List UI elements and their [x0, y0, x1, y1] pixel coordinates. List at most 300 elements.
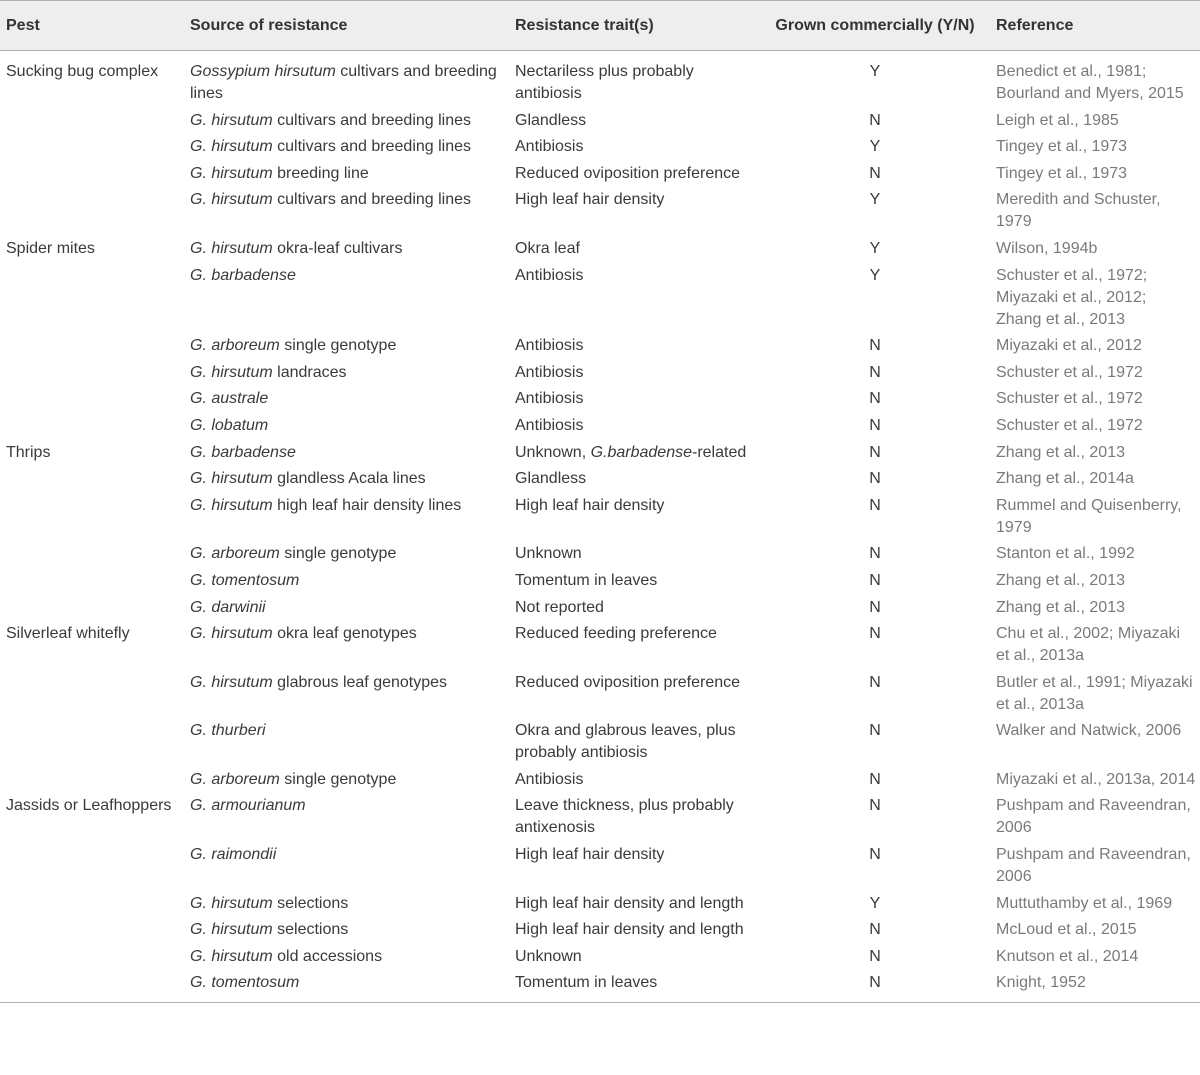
pest-cell: [0, 439, 184, 466]
reference-cell: [990, 359, 1200, 386]
trait-cell: [509, 492, 758, 541]
reference-text: Zhang et al., 2013: [996, 598, 1125, 616]
trait-text: Unknown: [515, 545, 582, 563]
grown-value: N: [869, 921, 881, 939]
species-name: G. armourianum: [190, 797, 306, 815]
reference-text: Zhang et al., 2013: [996, 571, 1125, 589]
grown-cell: [758, 890, 990, 917]
table-row: [0, 262, 1200, 333]
table-row: [0, 541, 1200, 568]
pest-cell: [0, 541, 184, 568]
trait-text: High leaf hair density: [515, 846, 665, 864]
reference-cell: [990, 842, 1200, 891]
trait-text: Tomentum in leaves: [515, 974, 658, 992]
reference-cell: [990, 767, 1200, 794]
species-name: G. arboreum: [190, 337, 280, 355]
grown-cell: [758, 333, 990, 360]
reference-cell: [990, 492, 1200, 541]
trait-cell: [509, 568, 758, 595]
grown-value: N: [869, 846, 881, 864]
grown-cell: [758, 134, 990, 161]
source-cell: [184, 134, 509, 161]
reference-text: Schuster et al., 1972: [996, 363, 1143, 381]
trait-text: High leaf hair density: [515, 496, 665, 514]
reference-text: Schuster et al., 1972: [996, 416, 1143, 434]
trait-text: High leaf hair density and length: [515, 894, 744, 912]
grown-value: N: [869, 337, 881, 355]
grown-value: N: [869, 571, 881, 589]
table-row: [0, 359, 1200, 386]
reference-cell: [990, 793, 1200, 842]
header-row: [0, 1, 1200, 51]
source-detail: cultivars and breeding lines: [190, 63, 497, 102]
table-row: [0, 386, 1200, 413]
species-name: G. tomentosum: [190, 974, 300, 992]
source-detail: glandless Acala lines: [272, 470, 426, 488]
trait-text: Okra and glabrous leaves, plus probably antibiosis: [515, 722, 736, 762]
grown-value: Y: [869, 894, 881, 912]
grown-cell: [758, 970, 990, 1003]
reference-cell: [990, 970, 1200, 1003]
grown-cell: [758, 466, 990, 493]
trait-cell: [509, 333, 758, 360]
trait-cell: [509, 890, 758, 917]
reference-text: Walker and Natwick, 2006: [996, 722, 1182, 740]
trait-cell: [509, 134, 758, 161]
species-name: G. hirsutum: [190, 947, 273, 965]
reference-text: Pushpam and Raveendran, 2006: [996, 797, 1191, 837]
grown-value: N: [869, 797, 881, 815]
grown-cell: [758, 793, 990, 842]
grown-value: N: [869, 598, 881, 616]
reference-text: Schuster et al., 1972: [996, 390, 1143, 408]
source-cell: [184, 541, 509, 568]
pest-name: Spider mites: [6, 239, 95, 257]
grown-value: N: [869, 974, 881, 992]
grown-cell: [758, 187, 990, 236]
grown-cell: [758, 917, 990, 944]
trait-text: Antibiosis: [515, 363, 584, 381]
pest-name: Sucking bug complex: [6, 63, 159, 80]
table-row: [0, 160, 1200, 187]
grown-value: Y: [869, 191, 881, 209]
reference-text: Chu et al., 2002; Miyazaki et al., 2013a: [996, 625, 1181, 665]
grown-cell: [758, 594, 990, 621]
species-name: G. hirsutum: [190, 894, 273, 912]
grown-value: N: [869, 363, 881, 381]
trait-cell: [509, 262, 758, 333]
source-detail: single genotype: [279, 337, 397, 355]
reference-cell: [990, 160, 1200, 187]
source-detail: single genotype: [279, 770, 397, 788]
header-grown: Grown commercially (Y/N): [758, 1, 990, 51]
reference-text: Miyazaki et al., 2012: [996, 337, 1142, 355]
trait-text: -related: [692, 443, 747, 461]
table-row: [0, 718, 1200, 767]
grown-value: N: [869, 111, 881, 129]
pest-cell: [0, 568, 184, 595]
pest-cell: [0, 107, 184, 134]
species-name: G. lobatum: [190, 416, 269, 434]
trait-text: Okra leaf: [515, 239, 580, 257]
species-name: G. hirsutum: [190, 673, 273, 691]
source-cell: [184, 767, 509, 794]
pest-cell: [0, 970, 184, 1003]
trait-cell: [509, 439, 758, 466]
trait-text: Antibiosis: [515, 770, 584, 788]
source-detail: cultivars and breeding lines: [272, 111, 472, 129]
reference-cell: [990, 568, 1200, 595]
reference-text: Muttuthamby et al., 1969: [996, 894, 1173, 912]
trait-text: Reduced oviposition preference: [515, 673, 741, 691]
source-detail: cultivars and breeding lines: [272, 191, 472, 209]
pest-cell: [0, 669, 184, 718]
species-name: G. tomentosum: [190, 571, 300, 589]
source-cell: [184, 262, 509, 333]
source-cell: [184, 970, 509, 1003]
table-row: [0, 621, 1200, 670]
trait-cell: [509, 842, 758, 891]
table-row: [0, 917, 1200, 944]
grown-cell: [758, 107, 990, 134]
trait-text: Antibiosis: [515, 390, 584, 408]
reference-text: Leigh et al., 1985: [996, 111, 1119, 129]
trait-prefix: Unknown,: [515, 443, 591, 461]
reference-text: Zhang et al., 2014a: [996, 470, 1134, 488]
grown-value: N: [869, 625, 881, 643]
grown-cell: [758, 236, 990, 263]
source-cell: [184, 594, 509, 621]
reference-cell: [990, 439, 1200, 466]
source-cell: [184, 236, 509, 263]
grown-cell: [758, 541, 990, 568]
trait-cell: [509, 107, 758, 134]
pest-cell: [0, 386, 184, 413]
grown-value: Y: [869, 138, 881, 156]
table-row: [0, 187, 1200, 236]
grown-cell: [758, 160, 990, 187]
grown-value: N: [869, 947, 881, 965]
table-row: [0, 333, 1200, 360]
table-row: [0, 466, 1200, 493]
pest-cell: [0, 187, 184, 236]
table-row: [0, 793, 1200, 842]
species-name: Gossypium hirsutum: [190, 63, 336, 80]
reference-text: Knight, 1952: [996, 974, 1086, 992]
source-detail: landraces: [272, 363, 347, 381]
pest-name: Thrips: [6, 443, 51, 461]
pest-cell: [0, 594, 184, 621]
pest-cell: [0, 890, 184, 917]
trait-cell: [509, 917, 758, 944]
pest-cell: [0, 718, 184, 767]
trait-cell: [509, 51, 758, 108]
grown-value: N: [869, 470, 881, 488]
grown-value: N: [869, 673, 881, 691]
source-cell: [184, 333, 509, 360]
reference-text: Butler et al., 1991; Miyazaki et al., 2013a: [996, 673, 1193, 713]
trait-cell: [509, 187, 758, 236]
header-trait: Resistance trait(s): [509, 1, 758, 51]
species-name: G. hirsutum: [190, 363, 273, 381]
source-cell: [184, 160, 509, 187]
source-cell: [184, 718, 509, 767]
pest-cell: [0, 492, 184, 541]
table-row: [0, 492, 1200, 541]
table-row: [0, 413, 1200, 440]
grown-cell: [758, 262, 990, 333]
reference-text: Knutson et al., 2014: [996, 947, 1139, 965]
source-cell: [184, 439, 509, 466]
reference-text: Zhang et al., 2013: [996, 443, 1125, 461]
grown-cell: [758, 669, 990, 718]
source-cell: [184, 944, 509, 971]
grown-cell: [758, 767, 990, 794]
reference-cell: [990, 890, 1200, 917]
trait-cell: [509, 160, 758, 187]
pest-cell: [0, 793, 184, 842]
trait-text: Antibiosis: [515, 266, 584, 284]
trait-cell: [509, 594, 758, 621]
source-detail: selections: [272, 894, 349, 912]
pest-cell: [0, 160, 184, 187]
reference-text: Wilson, 1994b: [996, 239, 1098, 257]
trait-cell: [509, 944, 758, 971]
reference-cell: [990, 134, 1200, 161]
species-name: G. hirsutum: [190, 138, 273, 156]
grown-cell: [758, 413, 990, 440]
trait-cell: [509, 386, 758, 413]
pest-cell: [0, 767, 184, 794]
reference-text: Tingey et al., 1973: [996, 138, 1128, 156]
grown-value: Y: [869, 239, 881, 257]
grown-cell: [758, 842, 990, 891]
trait-text: High leaf hair density: [515, 191, 665, 209]
reference-cell: [990, 718, 1200, 767]
table-row: [0, 568, 1200, 595]
trait-cell: [509, 767, 758, 794]
reference-text: Tingey et al., 1973: [996, 164, 1128, 182]
grown-cell: [758, 439, 990, 466]
species-name: G. barbadense: [190, 443, 296, 461]
trait-text: Reduced oviposition preference: [515, 164, 741, 182]
reference-cell: [990, 262, 1200, 333]
source-detail: selections: [272, 921, 349, 939]
grown-cell: [758, 621, 990, 670]
pest-cell: [0, 944, 184, 971]
trait-cell: [509, 466, 758, 493]
table-row: [0, 767, 1200, 794]
table-row: [0, 134, 1200, 161]
grown-value: N: [869, 416, 881, 434]
trait-text: Leave thickness, plus probably antixenosis: [515, 797, 734, 837]
source-cell: [184, 107, 509, 134]
pest-cell: [0, 134, 184, 161]
grown-cell: [758, 492, 990, 541]
table-row: [0, 594, 1200, 621]
species-name: G. hirsutum: [190, 191, 273, 209]
reference-text: Meredith and Schuster, 1979: [996, 191, 1161, 231]
grown-value: N: [869, 164, 881, 182]
trait-cell: [509, 236, 758, 263]
grown-value: N: [869, 545, 881, 563]
reference-cell: [990, 413, 1200, 440]
table-row: [0, 236, 1200, 263]
trait-species: G.barbadense: [590, 443, 692, 461]
species-name: G. hirsutum: [190, 470, 273, 488]
grown-value: Y: [869, 63, 881, 80]
source-cell: [184, 386, 509, 413]
header-pest: Pest: [0, 1, 184, 51]
pest-cell: [0, 236, 184, 263]
trait-cell: [509, 669, 758, 718]
trait-text: Unknown: [515, 947, 582, 965]
pest-cell: [0, 333, 184, 360]
source-detail: single genotype: [279, 545, 397, 563]
pest-cell: [0, 466, 184, 493]
reference-text: Benedict et al., 1981; Bourland and Myers, 2015: [996, 63, 1184, 102]
trait-cell: [509, 359, 758, 386]
source-cell: [184, 466, 509, 493]
table-row: [0, 669, 1200, 718]
trait-text: High leaf hair density and length: [515, 921, 744, 939]
species-name: G. thurberi: [190, 722, 266, 740]
species-name: G. arboreum: [190, 770, 280, 788]
reference-cell: [990, 541, 1200, 568]
pest-cell: [0, 842, 184, 891]
source-cell: [184, 51, 509, 108]
reference-text: McLoud et al., 2015: [996, 921, 1137, 939]
reference-cell: [990, 594, 1200, 621]
trait-cell: [509, 718, 758, 767]
grown-value: Y: [869, 266, 881, 284]
grown-cell: [758, 359, 990, 386]
source-cell: [184, 793, 509, 842]
trait-text: Glandless: [515, 470, 587, 488]
reference-text: Miyazaki et al., 2013a, 2014: [996, 770, 1196, 788]
pest-cell: [0, 51, 184, 108]
reference-text: Stanton et al., 1992: [996, 545, 1135, 563]
source-cell: [184, 359, 509, 386]
reference-text: Schuster et al., 1972; Miyazaki et al., 2012; Zhang et al., 2013: [996, 266, 1148, 328]
species-name: G. barbadense: [190, 266, 296, 284]
species-name: G. raimondii: [190, 846, 277, 864]
species-name: G. hirsutum: [190, 496, 273, 514]
table-row: [0, 51, 1200, 108]
grown-cell: [758, 568, 990, 595]
source-cell: [184, 568, 509, 595]
source-detail: okra leaf genotypes: [272, 625, 417, 643]
trait-text: Glandless: [515, 111, 587, 129]
grown-value: N: [869, 443, 881, 461]
source-detail: cultivars and breeding lines: [272, 138, 472, 156]
header-reference: Reference: [990, 1, 1200, 51]
grown-value: N: [869, 722, 881, 740]
trait-text: Nectariless plus probably antibiosis: [515, 63, 694, 102]
reference-cell: [990, 236, 1200, 263]
trait-cell: [509, 621, 758, 670]
reference-cell: [990, 621, 1200, 670]
grown-cell: [758, 944, 990, 971]
source-detail: old accessions: [272, 947, 383, 965]
species-name: G. australe: [190, 390, 269, 408]
table-row: [0, 842, 1200, 891]
source-detail: glabrous leaf genotypes: [272, 673, 448, 691]
grown-cell: [758, 386, 990, 413]
reference-cell: [990, 187, 1200, 236]
reference-text: Pushpam and Raveendran, 2006: [996, 846, 1191, 886]
source-cell: [184, 492, 509, 541]
trait-text: Reduced feeding preference: [515, 625, 717, 643]
species-name: G. hirsutum: [190, 239, 273, 257]
grown-cell: [758, 51, 990, 108]
pest-name: Silverleaf whitefly: [6, 625, 130, 643]
reference-cell: [990, 466, 1200, 493]
source-cell: [184, 187, 509, 236]
trait-text: Antibiosis: [515, 138, 584, 156]
pest-cell: [0, 359, 184, 386]
trait-cell: [509, 413, 758, 440]
trait-cell: [509, 793, 758, 842]
source-cell: [184, 669, 509, 718]
table-body: [0, 51, 1200, 1003]
species-name: G. hirsutum: [190, 164, 273, 182]
table-row: [0, 890, 1200, 917]
source-cell: [184, 413, 509, 440]
trait-cell: [509, 541, 758, 568]
source-cell: [184, 842, 509, 891]
species-name: G. hirsutum: [190, 921, 273, 939]
pest-cell: [0, 917, 184, 944]
trait-cell: [509, 970, 758, 1003]
pest-cell: [0, 262, 184, 333]
table-row: [0, 970, 1200, 1003]
grown-value: N: [869, 770, 881, 788]
table-row: [0, 944, 1200, 971]
trait-text: Antibiosis: [515, 416, 584, 434]
source-detail: breeding line: [272, 164, 369, 182]
reference-cell: [990, 333, 1200, 360]
reference-cell: [990, 944, 1200, 971]
source-cell: [184, 621, 509, 670]
reference-text: Rummel and Quisenberry, 1979: [996, 496, 1182, 536]
trait-text: Tomentum in leaves: [515, 571, 658, 589]
grown-value: N: [869, 496, 881, 514]
species-name: G. arboreum: [190, 545, 280, 563]
header-source: Source of resistance: [184, 1, 509, 51]
species-name: G. hirsutum: [190, 111, 273, 129]
grown-value: N: [869, 390, 881, 408]
reference-cell: [990, 917, 1200, 944]
pest-cell: [0, 413, 184, 440]
pest-name: Jassids or Leafhoppers: [6, 797, 172, 815]
source-cell: [184, 890, 509, 917]
species-name: G. darwinii: [190, 598, 266, 616]
grown-cell: [758, 718, 990, 767]
species-name: G. hirsutum: [190, 625, 273, 643]
reference-cell: [990, 107, 1200, 134]
trait-text: Not reported: [515, 598, 604, 616]
table-row: [0, 107, 1200, 134]
reference-cell: [990, 51, 1200, 108]
source-detail: high leaf hair density lines: [272, 496, 462, 514]
trait-text: Antibiosis: [515, 337, 584, 355]
source-cell: [184, 917, 509, 944]
reference-cell: [990, 386, 1200, 413]
pest-cell: [0, 621, 184, 670]
reference-cell: [990, 669, 1200, 718]
table-row: [0, 439, 1200, 466]
